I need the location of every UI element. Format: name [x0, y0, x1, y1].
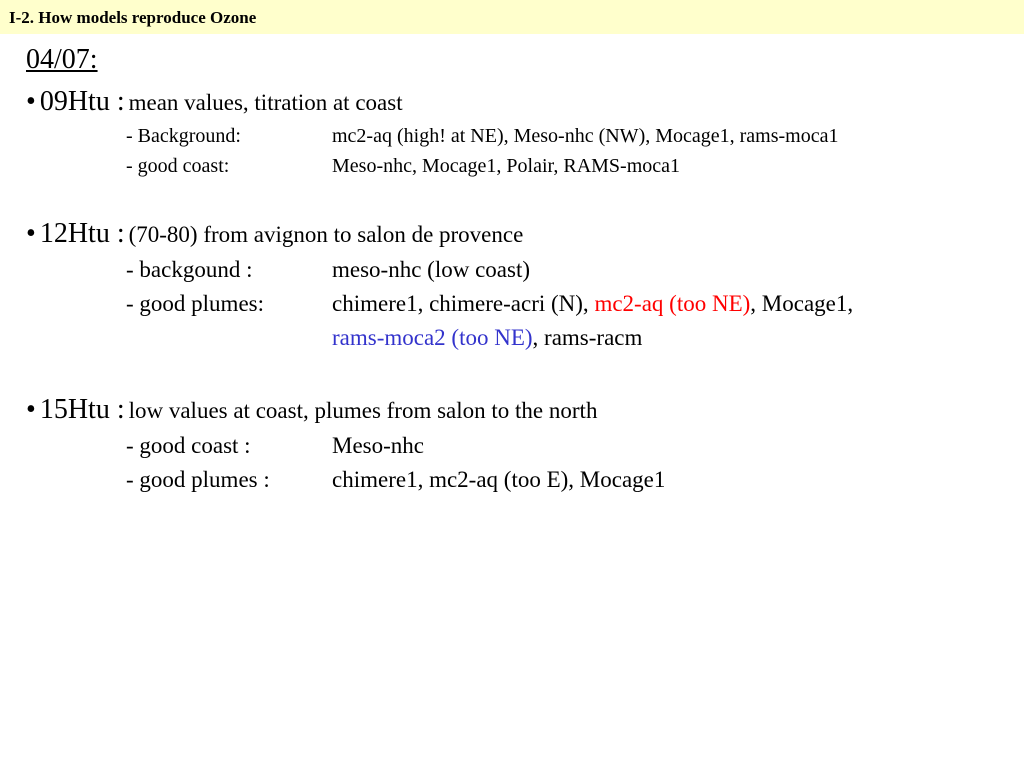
date-heading: 04/07:: [26, 44, 98, 75]
bullet: •: [26, 86, 36, 117]
section-09htu-heading: [26, 86, 403, 122]
section-time: 09Htu :: [39, 86, 125, 117]
line-label: - good plumes :: [126, 467, 270, 492]
slide-title: I-2. How models reproduce Ozone: [9, 8, 257, 27]
line-value: [332, 290, 853, 318]
section-time: 12Htu :: [39, 218, 125, 249]
line-label: - good coast :: [126, 433, 251, 458]
line-label: - backgound :: [126, 257, 253, 282]
bullet: •: [26, 394, 36, 425]
line-value: [332, 324, 642, 352]
line-value: meso-nhc (low coast): [332, 257, 530, 282]
line-value: chimere1, mc2-aq (too E), Mocage1: [332, 467, 666, 492]
section-description: low values at coast, plumes from salon to the north: [128, 398, 598, 423]
line-label: - good plumes:: [126, 291, 264, 316]
title-bar: [0, 0, 1024, 34]
line-label: - Background:: [126, 125, 241, 147]
section-time: 15Htu :: [39, 394, 125, 425]
value-text: , Mocage1,: [750, 291, 854, 316]
section-description: (70-80) from avignon to salon de provence: [128, 222, 524, 247]
value-highlight-blue: rams-moca2 (too NE): [332, 325, 533, 350]
bullet: •: [26, 218, 36, 249]
section-description: mean values, titration at coast: [128, 90, 403, 115]
line-value: mc2-aq (high! at NE), Meso-nhc (NW), Mocage1, rams-moca1: [332, 125, 839, 147]
line-value: Meso-nhc: [332, 433, 424, 458]
value-highlight-red: mc2-aq (too NE): [594, 291, 751, 316]
section-12htu-heading: [26, 218, 523, 254]
line-label: - good coast:: [126, 155, 230, 177]
value-text: chimere1, chimere-acri (N),: [332, 291, 595, 316]
value-text: , rams-racm: [532, 325, 643, 350]
line-value: Meso-nhc, Mocage1, Polair, RAMS-moca1: [332, 155, 681, 177]
section-15htu-heading: [26, 394, 597, 430]
